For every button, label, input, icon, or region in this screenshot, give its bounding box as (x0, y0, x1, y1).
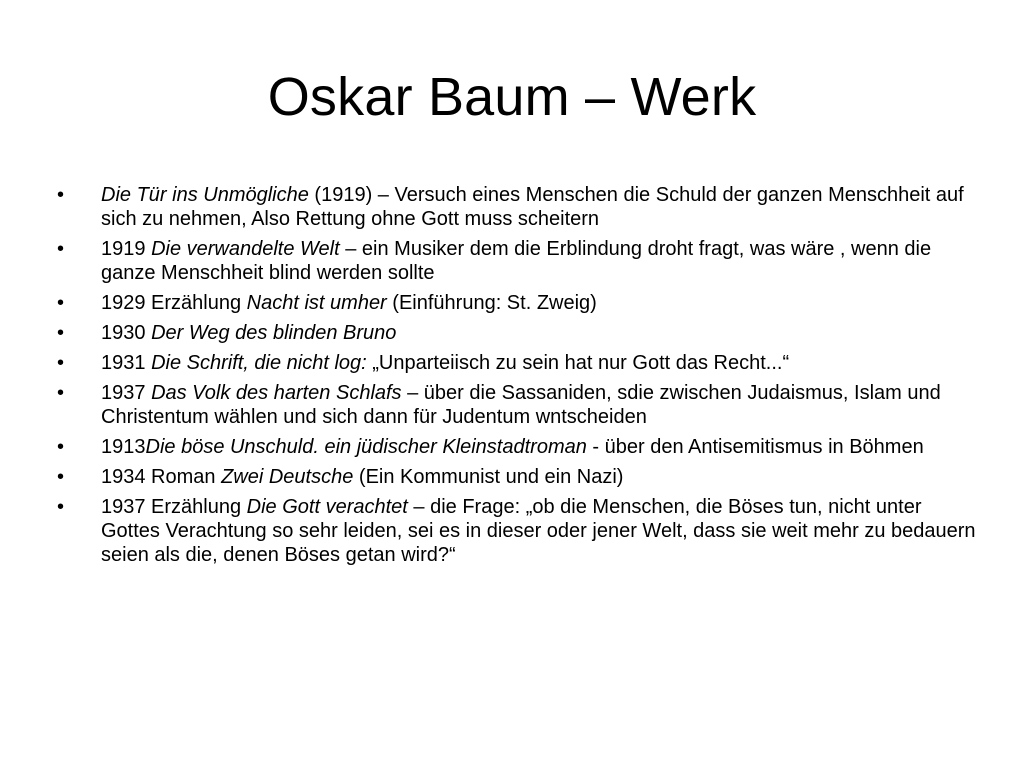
bullet-text: (Einführung: St. Zweig) (386, 292, 597, 314)
bullet-item (57, 381, 977, 429)
work-title: Die böse Unschuld. ein jüdischer Kleinstadtroman (145, 436, 587, 458)
bullet-list (57, 183, 977, 573)
bullet-text: 1930 (101, 322, 152, 344)
bullet-text: 1937 (101, 382, 152, 404)
bullet-text: 1934 Roman (101, 466, 222, 488)
bullet-item (57, 495, 977, 567)
bullet-text: 1929 Erzählung (101, 292, 247, 314)
bullet-dot-icon: • (57, 436, 65, 458)
bullet-dot-icon: • (57, 238, 65, 260)
bullet-text: 1937 Erzählung (101, 496, 247, 518)
bullet-dot-icon: • (57, 496, 65, 518)
work-title: Nacht ist umher (246, 292, 387, 314)
bullet-item (57, 351, 977, 375)
bullet-item (57, 321, 977, 345)
bullet-text: (Ein Kommunist und ein Nazi) (353, 466, 624, 488)
bullet-dot-icon: • (57, 466, 65, 488)
bullet-item (57, 183, 977, 231)
bullet-text: – ein Musiker dem die Erblindung droht fragt, was wäre , wenn die ganze Menschheit blind werden sollte (101, 238, 932, 284)
bullet-dot-icon: • (57, 292, 65, 314)
bullet-text: 1913 (101, 436, 146, 458)
bullet-dot-icon: • (57, 322, 65, 344)
bullet-text: - über den Antisemitismus in Böhmen (586, 436, 924, 458)
bullet-text: 1919 (101, 238, 152, 260)
work-title: Die verwandelte Welt (151, 238, 340, 260)
bullet-dot-icon: • (57, 382, 65, 404)
bullet-text: „Unparteiisch zu sein hat nur Gott das Recht...“ (366, 352, 790, 374)
bullet-text: 1931 (101, 352, 152, 374)
bullet-item (57, 465, 977, 489)
bullet-item (57, 237, 977, 285)
work-title: Die Tür ins Unmögliche (101, 184, 309, 206)
slide-title: Oskar Baum – Werk (267, 67, 757, 127)
work-title: Das Volk des harten Schlafs (151, 382, 402, 404)
bullet-text: – die Frage: „ob die Menschen, die Böses tun, nicht unter Gottes Verachtung so sehr leiden, sei es in dieser oder jener Welt, dass sie weit mehr zu bedauern seien als die, denen Böses getan wird?“ (101, 496, 976, 566)
work-title: Zwei Deutsche (221, 466, 354, 488)
bullet-item (57, 291, 977, 315)
work-title: Der Weg des blinden Bruno (151, 322, 397, 344)
bullet-text: (1919) – Versuch eines Menschen die Schuld der ganzen Menschheit auf sich zu nehmen, Also Rettung ohne Gott muss scheitern (101, 184, 964, 230)
work-title: Die Gott verachtet (246, 496, 408, 518)
bullet-dot-icon: • (57, 184, 65, 206)
bullet-text: – über die Sassaniden, sdie zwischen Judaismus, Islam und Christentum wählen und sich dann für Judentum wntscheiden (101, 382, 941, 428)
work-title: Die Schrift, die nicht log: (151, 352, 367, 374)
bullet-dot-icon: • (57, 352, 65, 374)
bullet-item (57, 435, 977, 459)
